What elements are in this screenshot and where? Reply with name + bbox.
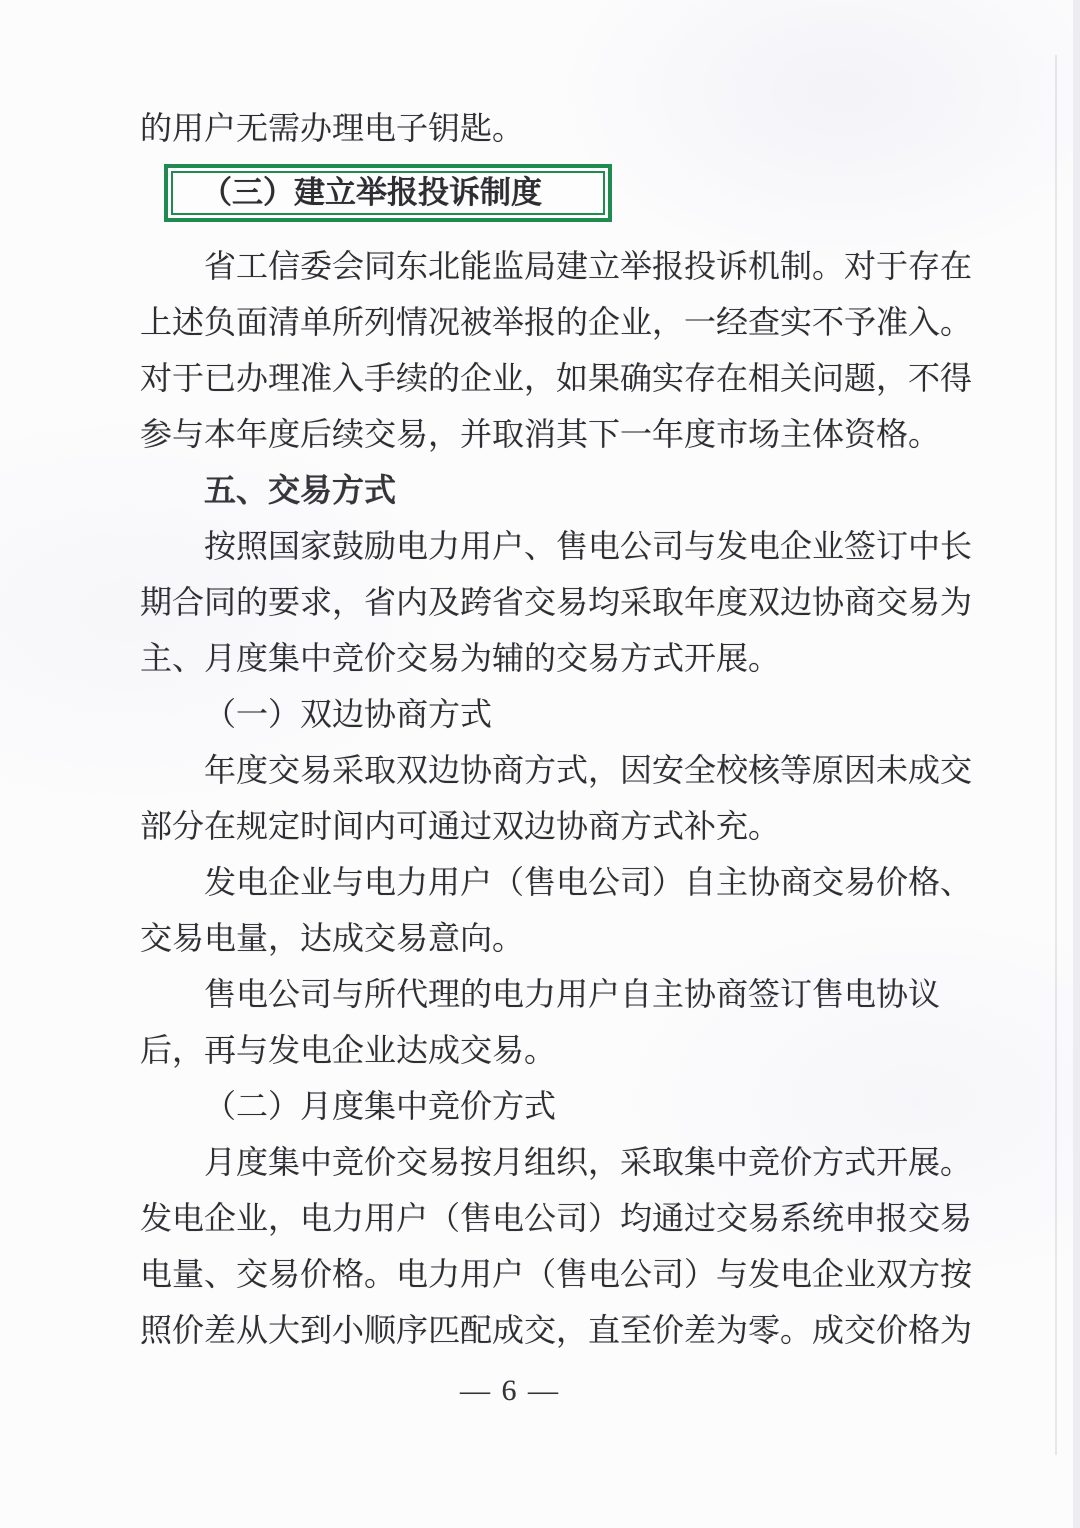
scan-edge-strip xyxy=(1073,0,1080,1528)
green-box-heading xyxy=(164,164,612,222)
text-line: 照价差从大到小顺序匹配成交，直至价差为零。成交价格为 xyxy=(140,1312,973,1348)
text-line: 上述负面清单所列情况被举报的企业，一经查实不予准入。 xyxy=(140,304,973,340)
text-line: 售电公司与所代理的电力用户自主协商签订售电协议 xyxy=(204,976,941,1012)
text-line: 参与本年度后续交易，并取消其下一年度市场主体资格。 xyxy=(140,416,941,452)
text-line: 的用户无需办理电子钥匙。 xyxy=(140,110,525,146)
text-line: 后，再与发电企业达成交易。 xyxy=(140,1032,557,1068)
text-line: 年度交易采取双边协商方式，因安全校核等原因未成交 xyxy=(204,752,973,788)
text-line: 对于已办理准入手续的企业，如果确实存在相关问题，不得 xyxy=(140,360,973,396)
text-line: 发电企业，电力用户（售电公司）均通过交易系统申报交易 xyxy=(140,1200,973,1236)
text-line: 电量、交易价格。电力用户（售电公司）与发电企业双方按 xyxy=(140,1256,973,1292)
sub-heading: （一）双边协商方式 xyxy=(204,696,493,732)
document-lines xyxy=(140,100,973,1358)
text-line: 发电企业与电力用户（售电公司）自主协商交易价格、 xyxy=(204,864,973,900)
text-line: 交易电量，达成交易意向。 xyxy=(140,920,525,956)
green-box-heading-text: （三）建立举报投诉制度 xyxy=(171,171,605,215)
section-heading: 五、交易方式 xyxy=(204,472,397,508)
scan-edge-hairline xyxy=(1055,55,1057,1455)
text-line: 期合同的要求，省内及跨省交易均采取年度双边协商交易为 xyxy=(140,584,973,620)
sub-heading: （二）月度集中竞价方式 xyxy=(204,1088,557,1124)
text-line: 月度集中竞价交易按月组织，采取集中竞价方式开展。 xyxy=(204,1144,973,1180)
text-line: 按照国家鼓励电力用户、售电公司与发电企业签订中长 xyxy=(204,528,973,564)
text-line: 部分在规定时间内可通过双边协商方式补充。 xyxy=(140,808,781,844)
text-line: 省工信委会同东北能监局建立举报投诉机制。对于存在 xyxy=(204,248,973,284)
document-body xyxy=(140,100,973,1408)
page-number: — 6 — xyxy=(460,1374,560,1407)
text-line: 主、月度集中竞价交易为辅的交易方式开展。 xyxy=(140,640,781,676)
